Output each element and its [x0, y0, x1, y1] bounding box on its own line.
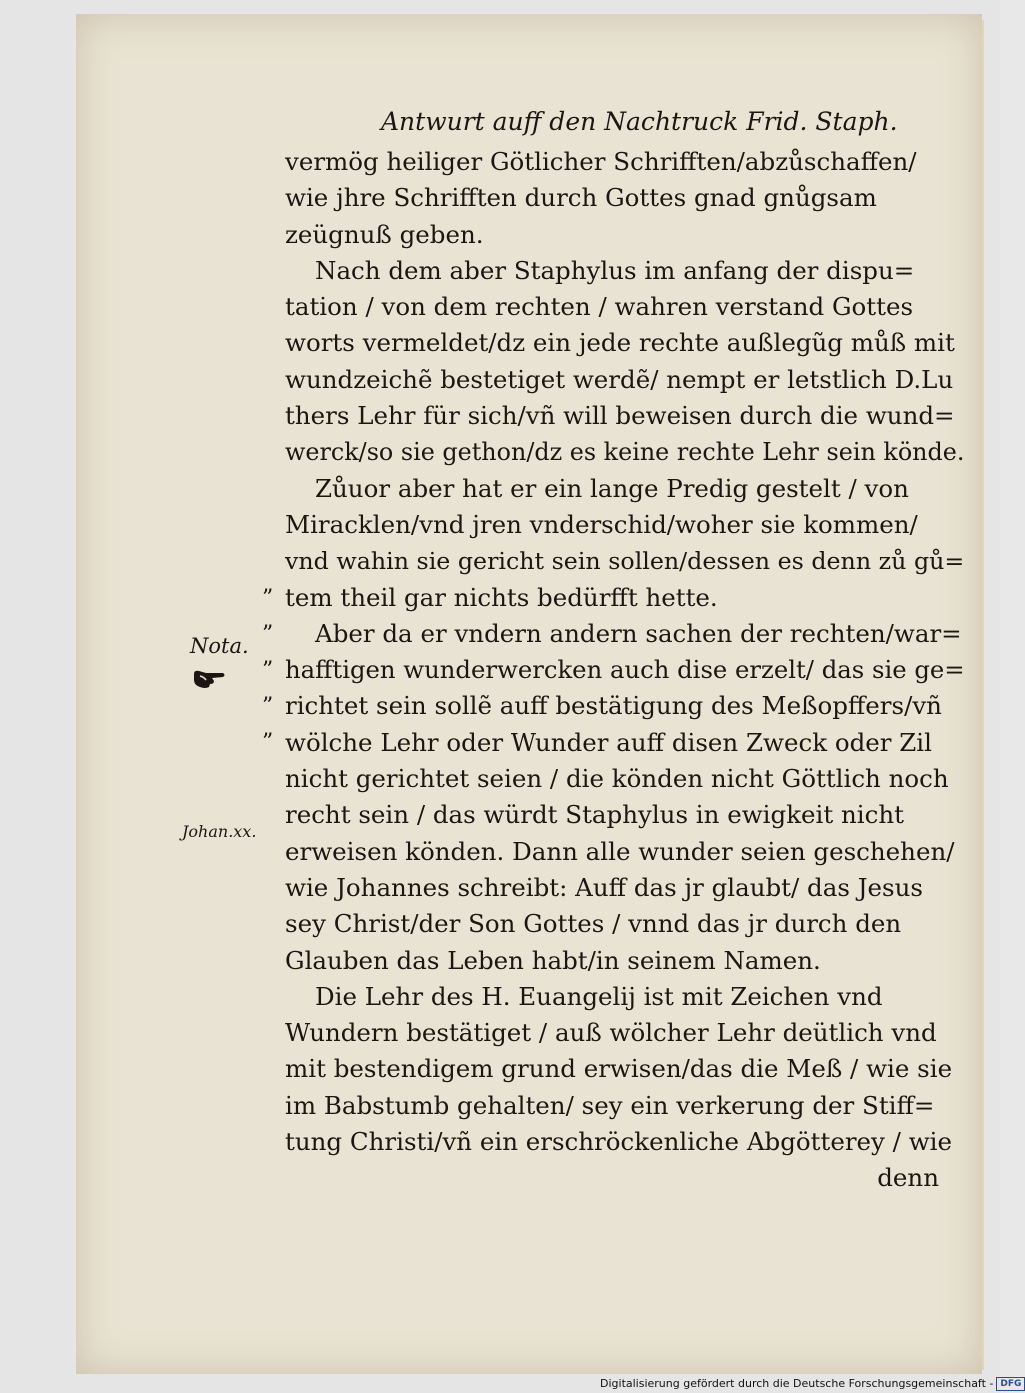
text-line-26: mit bestendigem grund erwisen/das die Meß / wie sie	[285, 1054, 953, 1084]
text-line-4: Nach dem aber Staphylus im anfang der dispu=	[315, 255, 915, 285]
text-line-21: wie Johannes schreibt: Auff das jr glaubt/ das Jesus	[285, 872, 923, 902]
text-line-23: Glauben das Leben habt/in seinem Namen.	[285, 945, 821, 975]
text-line-19: recht sein / das würdt Staphylus in ewigkeit nicht	[285, 800, 904, 830]
margin-note-nota: Nota.	[190, 634, 249, 658]
text-line-6: worts vermeldet/dz ein jede rechte außlegũg můß mit	[285, 328, 955, 358]
text-line-15: hafftigen wunderwercken auch dise erzelt/ das sie ge=	[285, 655, 965, 685]
text-line-10: Zůuor aber hat er ein lange Predig gestelt / von	[315, 473, 909, 503]
text-line-5: tation / von dem rechten / wahren verstand Gottes	[285, 292, 914, 322]
text-line-22: sey Christ/der Son Gottes / vnnd das jr durch den	[285, 909, 902, 939]
text-line-2: wie jhre Schrifften durch Gottes gnad gnůgsam	[285, 183, 877, 213]
text-line-27: im Babstumb gehalten/ sey ein verkerung der Stiff=	[285, 1090, 935, 1120]
margin-note-johan: Johan.xx.	[182, 822, 257, 841]
text-line-1: vermög heiliger Götlicher Schrifften/abzůschaffen/	[285, 147, 917, 176]
text-line-16: richtet sein sollẽ auff bestätigung des Meßopffers/vñ	[285, 691, 942, 721]
text-line-18: nicht gerichtet seien / die könden nicht Göttlich noch	[285, 764, 949, 794]
margin-quote-mark: ”	[262, 730, 274, 755]
text-line-24: Die Lehr des H. Euangelij ist mit Zeichen vnd	[315, 981, 883, 1011]
dfg-logo: DFG	[996, 1377, 1025, 1391]
margin-quote-mark: ”	[262, 658, 274, 683]
running-head: Antwurt auff den Nachtruck Frid. Staph.	[381, 107, 898, 136]
main-text-block	[285, 100, 975, 1197]
text-line-17: wölche Lehr oder Wunder auff disen Zweck oder Zil	[285, 727, 932, 757]
margin-quote-mark: ”	[262, 694, 274, 719]
margin-quote-mark: ”	[262, 586, 274, 611]
text-line-25: Wundern bestätiget / auß wölcher Lehr deütlich vnd	[285, 1018, 937, 1048]
text-line-11: Miracklen/vnd jren vnderschid/woher sie kommen/	[285, 509, 918, 539]
pointing-hand-icon	[192, 668, 226, 690]
text-line-12: vnd wahin sie gericht sein sollen/dessen es denn zů gů=	[285, 547, 965, 576]
text-line-14: Aber da er vndern andern sachen der rechten/war=	[315, 618, 962, 648]
catchword: denn	[877, 1163, 939, 1193]
text-line-13: tem theil gar nichts bedürfft hette.	[285, 582, 718, 612]
text-line-3: zeügnuß geben.	[285, 219, 484, 249]
text-line-7: wundzeichẽ bestetiget werdẽ/ nempt er letstlich D.Lu	[285, 364, 954, 394]
digitization-footer	[600, 1374, 1022, 1393]
text-line-9: werck/so sie gethon/dz es keine rechte Lehr sein könde.	[285, 438, 965, 467]
margin-quote-mark: ”	[262, 622, 274, 647]
text-line-28: tung Christi/vñ ein erschröckenliche Abgötterey / wie	[285, 1127, 953, 1157]
text-line-8: thers Lehr für sich/vñ will beweisen durch die wund=	[285, 401, 955, 431]
footer-text: Digitalisierung gefördert durch die Deutsche Forschungsgemeinschaft -	[600, 1377, 994, 1390]
text-line-20: erweisen könden. Dann alle wunder seien geschehen/	[285, 836, 955, 866]
